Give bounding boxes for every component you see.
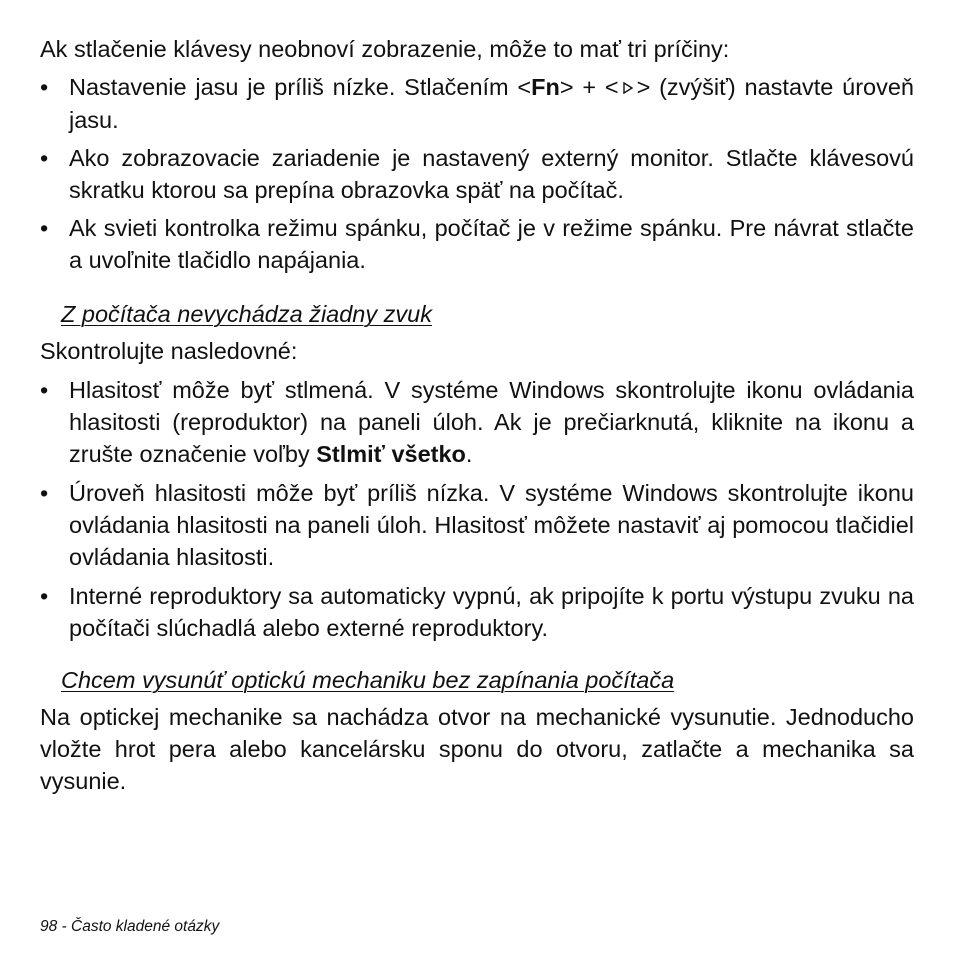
section2-heading: Z počítača nevychádza žiadny zvuk: [61, 301, 432, 327]
sound-bullet2-text: Úroveň hlasitosti môže byť príliš nízka. V systéme Windows skontrolujte ikonu ovládania hlasitosti na paneli úloh. Hlasitosť môžete nastaviť aj pomocou tlačidiel ovládania hlasitosti.: [69, 480, 914, 570]
bullet-marker: •: [40, 215, 49, 241]
brightness-up-key-icon: [621, 72, 635, 104]
fn-key-label: Fn: [531, 74, 560, 100]
sound-bullet3-text: Interné reproduktory sa automaticky vypnú, ak pripojíte k portu výstupu zvuku na počítači slúchadlá alebo externé reproduktory.: [69, 583, 914, 641]
bullet-marker: •: [40, 74, 49, 100]
bullet1-text-before: Nastavenie jasu je príliš nízke. Stlačením <: [69, 74, 532, 100]
bullet-marker: •: [40, 583, 49, 609]
list-item: [40, 374, 914, 470]
bullet3-text: Ak svieti kontrolka režimu spánku, počítač je v režime spánku. Pre návrat stlačte a uvoľnite tlačidlo napájania.: [69, 215, 914, 273]
list-item: [40, 71, 914, 136]
sound-bullet1-text-before: Hlasitosť môže byť stlmená. V systéme Windows skontrolujte ikonu ovládania hlasitosti (reproduktor) na paneli úloh. Ak je prečiarknutá, kliknite na ikonu a zrušte označenie voľby: [69, 377, 914, 467]
bullet1-text-after: > (zvýšiť) nastavte úroveň jasu.: [69, 74, 914, 133]
page-footer: 98 - Často kladené otázky: [40, 918, 220, 935]
bullet-marker: •: [40, 377, 49, 403]
section3-heading: Chcem vysunúť optickú mechaniku bez zapínania počítača: [61, 667, 675, 693]
section2-bullet-list: [40, 374, 914, 644]
list-item: [40, 212, 914, 276]
bullet1-text-mid: > + <: [559, 74, 619, 100]
list-item: [40, 142, 914, 206]
list-item: [40, 580, 914, 644]
bullet2-text: Ako zobrazovacie zariadenie je nastavený externý monitor. Stlačte klávesovú skratku ktorou sa prepína obrazovka späť na počítač.: [69, 145, 914, 203]
sound-bullet1-text-after: .: [465, 441, 473, 467]
section2-intro: Skontrolujte nasledovné:: [40, 338, 298, 364]
bullet-marker: •: [40, 480, 49, 506]
section3-body: Na optickej mechanike sa nachádza otvor na mechanické vysunutie. Jednoducho vložte hrot pera alebo kancelársku sponu do otvoru, zatlačte a mechanika sa vysunie.: [40, 704, 914, 794]
list-item: [40, 477, 914, 573]
section1-intro: Ak stlačenie klávesy neobnoví zobrazenie, môže to mať tri príčiny:: [40, 36, 730, 62]
bullet-marker: •: [40, 145, 49, 171]
section1-bullet-list: [40, 71, 914, 276]
page-content: [40, 33, 914, 797]
mute-all-option-label: Stlmiť všetko: [316, 441, 466, 467]
